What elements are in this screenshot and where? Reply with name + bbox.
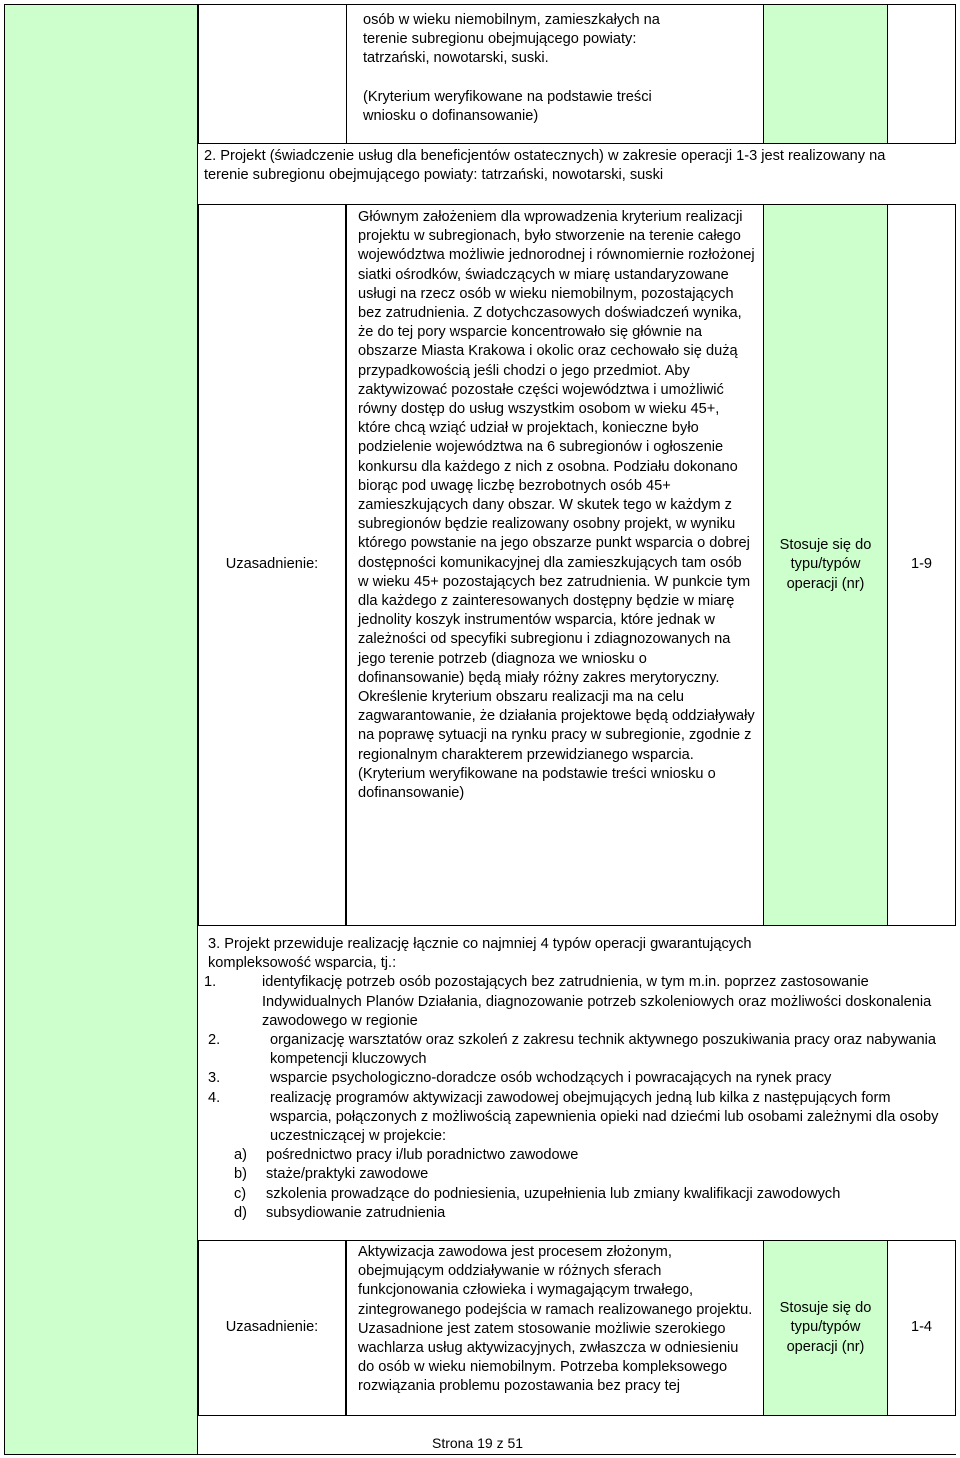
justification-1-paragraph-1: Głównym założeniem dla wprowadzenia kryterium realizacji projektu w subregionach, było stworzenie na terenie całego województwa możliwie jednorodnej i równomiernie rozłożonej siatki ośrodków, świadczących w miarę ustandaryzowane usługi na rzecz osób w wieku niemobilnym, pozostających bez zatrudnienia. Z dotychczasowych doświadczeń wynika, że do tej pory wsparcie koncentrowało się głównie na obszarze Miasta Krakowa i okolic oraz cechowało się dużą przypadkowością jeśli chodzi o jego przedmiot. Aby zaktywizować pozostałe części województwa i umożliwić równy dostęp do usług wszystkim osobom w wieku 45+, które chcą wziąć udział w projektach, konieczne było podzielenie województwa na 6 subregionów i ogłoszenie konkursu dla każdego z nich z osobna. Podziału dokonano biorąc pod uwagę liczbę bezrobotnych osób 45+ zamieszkujących dany obszar. W skutek tego w każdym z subregionów będzie realizowany osobny projekt, w wyniku którego powstanie na jego obszarze punkt wsparcia o dobrej dostępności komunikacyjnej dla zamieszkujących tam osób w wieku 45+ pozostających bez zatrudnienia. W punkcie tym dla każdego z zainteresowanych dostępny będzie w miarę jednolity koszyk instrumentów wsparcia, które jednak w zależności od specyfiki subregionu i zdiagnozowanych na jego terenie potrzeb (diagnoza we wniosku o dofinansowanie) będą miały różny zakres merytoryczny. [358, 209, 755, 686]
justification-2-range: 1-4 [910, 1319, 933, 1336]
page-footer: Strona 19 z 51 [432, 1435, 524, 1451]
criterion-3-subitem-b [204, 1165, 952, 1184]
justification-1-applies-cell [764, 204, 888, 926]
subitem-d-letter: d) [234, 1204, 247, 1221]
justification-2-label: Uzasadnienie: [225, 1319, 319, 1336]
criterion-3-intro: 3. Projekt przewiduje realizację łącznie co najmniej 4 typów operacji gwarantujących kompleksowość wsparcia, tj.: [208, 936, 752, 972]
justification-1-range: 1-9 [910, 556, 933, 573]
criterion-3-subitem-c [204, 1185, 952, 1204]
top-line-4 [363, 69, 763, 88]
justification-2-label-cell [198, 1240, 346, 1416]
criterion-3-block [204, 935, 952, 1223]
top-line-5: (Kryterium weryfikowane na podstawie treści [363, 88, 652, 105]
subitem-b-letter: b) [234, 1166, 247, 1183]
justification-2-text: Aktywizacja zawodowa jest procesem złożonym, obejmującym oddziaływanie w różnych sferach funkcjonowania człowieka i wymagającym trwałego, zintegrowanego podejścia w ramach realizowanego projektu. Uzasadnione jest zatem stosowanie możliwie szerokiego wachlarza usług aktywizacyjnych, zwłaszcza w odniesieniu do osób w wieku niemobilnym. Potrzeba kompleksowego rozwiązania problemu pozostawania bez pracy tej [358, 1244, 753, 1395]
criterion-3-item-1 [204, 973, 952, 1031]
item-4-number: 4. [208, 1089, 221, 1106]
subitem-d-text: subsydiowanie zatrudnienia [266, 1204, 446, 1221]
item-3-text: wsparcie psychologiczno-doradcze osób wchodzących i powracających na rynek pracy [270, 1070, 832, 1087]
justification-2-applies-cell [764, 1240, 888, 1416]
justification-1-paragraph-2: Określenie kryterium obszaru realizacji ma na celu zagwarantowanie, że działania projektowe będą oddziaływały na poprawę sytuacji na rynku pracy w subregionie, zgodnie z regionalnym charakterem przewidzianego wsparcia. [358, 689, 755, 763]
justification-2-range-cell [888, 1240, 956, 1416]
justification-1-text-cell [346, 204, 764, 926]
top-applies-cell [764, 4, 888, 144]
top-line-3: tatrzański, nowotarski, suski. [363, 50, 549, 67]
top-line-2: terenie subregionu obejmującego powiaty: [363, 31, 637, 48]
justification-2-applies: Stosuje się do typu/typów operacji (nr) [779, 1300, 872, 1355]
justification-1-label: Uzasadnienie: [225, 556, 319, 573]
item-1-text: identyfikację potrzeb osób pozostających bez zatrudnienia, w tym m.in. poprzez zastosowanie Indywidualnych Planów Działania, diagnozowanie potrzeb szkoleniowych oraz możliwości doskonalenia zawodowego w regionie [262, 974, 932, 1029]
justification-1-label-cell [198, 204, 346, 926]
subitem-a-letter: a) [234, 1147, 247, 1164]
top-text-cell [346, 4, 764, 144]
justification-1-range-cell [888, 204, 956, 926]
criterion-3-item-3 [204, 1069, 952, 1088]
item-1-number: 1. [204, 974, 217, 991]
criterion-3-subitem-a [204, 1146, 952, 1165]
item-3-number: 3. [208, 1070, 221, 1087]
criterion-2-text: 2. Projekt (świadczenie usług dla beneficjentów ostatecznych) w zakresie operacji 1-3 jest realizowany na terenie subregionu obejmującego powiaty: tatrzański, nowotarski, suski [204, 148, 886, 184]
subitem-a-text: pośrednictwo pracy i/lub poradnictwo zawodowe [266, 1147, 579, 1164]
justification-1-note: (Kryterium weryfikowane na podstawie treści wniosku o dofinansowanie) [358, 765, 716, 802]
item-4-text: realizację programów aktywizacji zawodowej obejmujących jedną lub kilka z następujących form wsparcia, połączonych z możliwością zapewnienia opieki nad dziećmi lub osobami zależnymi dla osoby uczestniczącej w projekcie: [270, 1089, 939, 1145]
criterion-3-item-2 [204, 1031, 952, 1069]
top-line-1: osób w wieku niemobilnym, zamieszkałych na [363, 12, 660, 28]
item-2-number: 2. [208, 1032, 221, 1049]
criterion-3-subitem-d [204, 1204, 952, 1223]
justification-1-applies: Stosuje się do typu/typów operacji (nr) [779, 537, 872, 592]
criterion-3-item-4 [204, 1089, 952, 1147]
left-column [4, 4, 198, 1454]
justification-2-text-cell [346, 1240, 764, 1416]
top-line-6: wniosku o dofinansowanie) [363, 107, 539, 124]
subitem-c-text: szkolenia prowadzące do podniesienia, uzupełnienia lub zmiany kwalifikacji zawodowych [266, 1185, 841, 1202]
item-2-text: organizację warsztatów oraz szkoleń z zakresu technik aktywnego poszukiwania pracy oraz nabywania kompetencji kluczowych [270, 1032, 936, 1068]
subitem-c-letter: c) [234, 1185, 247, 1202]
table-bottom-border [4, 1454, 956, 1455]
subitem-b-text: staże/praktyki zawodowe [266, 1166, 429, 1183]
